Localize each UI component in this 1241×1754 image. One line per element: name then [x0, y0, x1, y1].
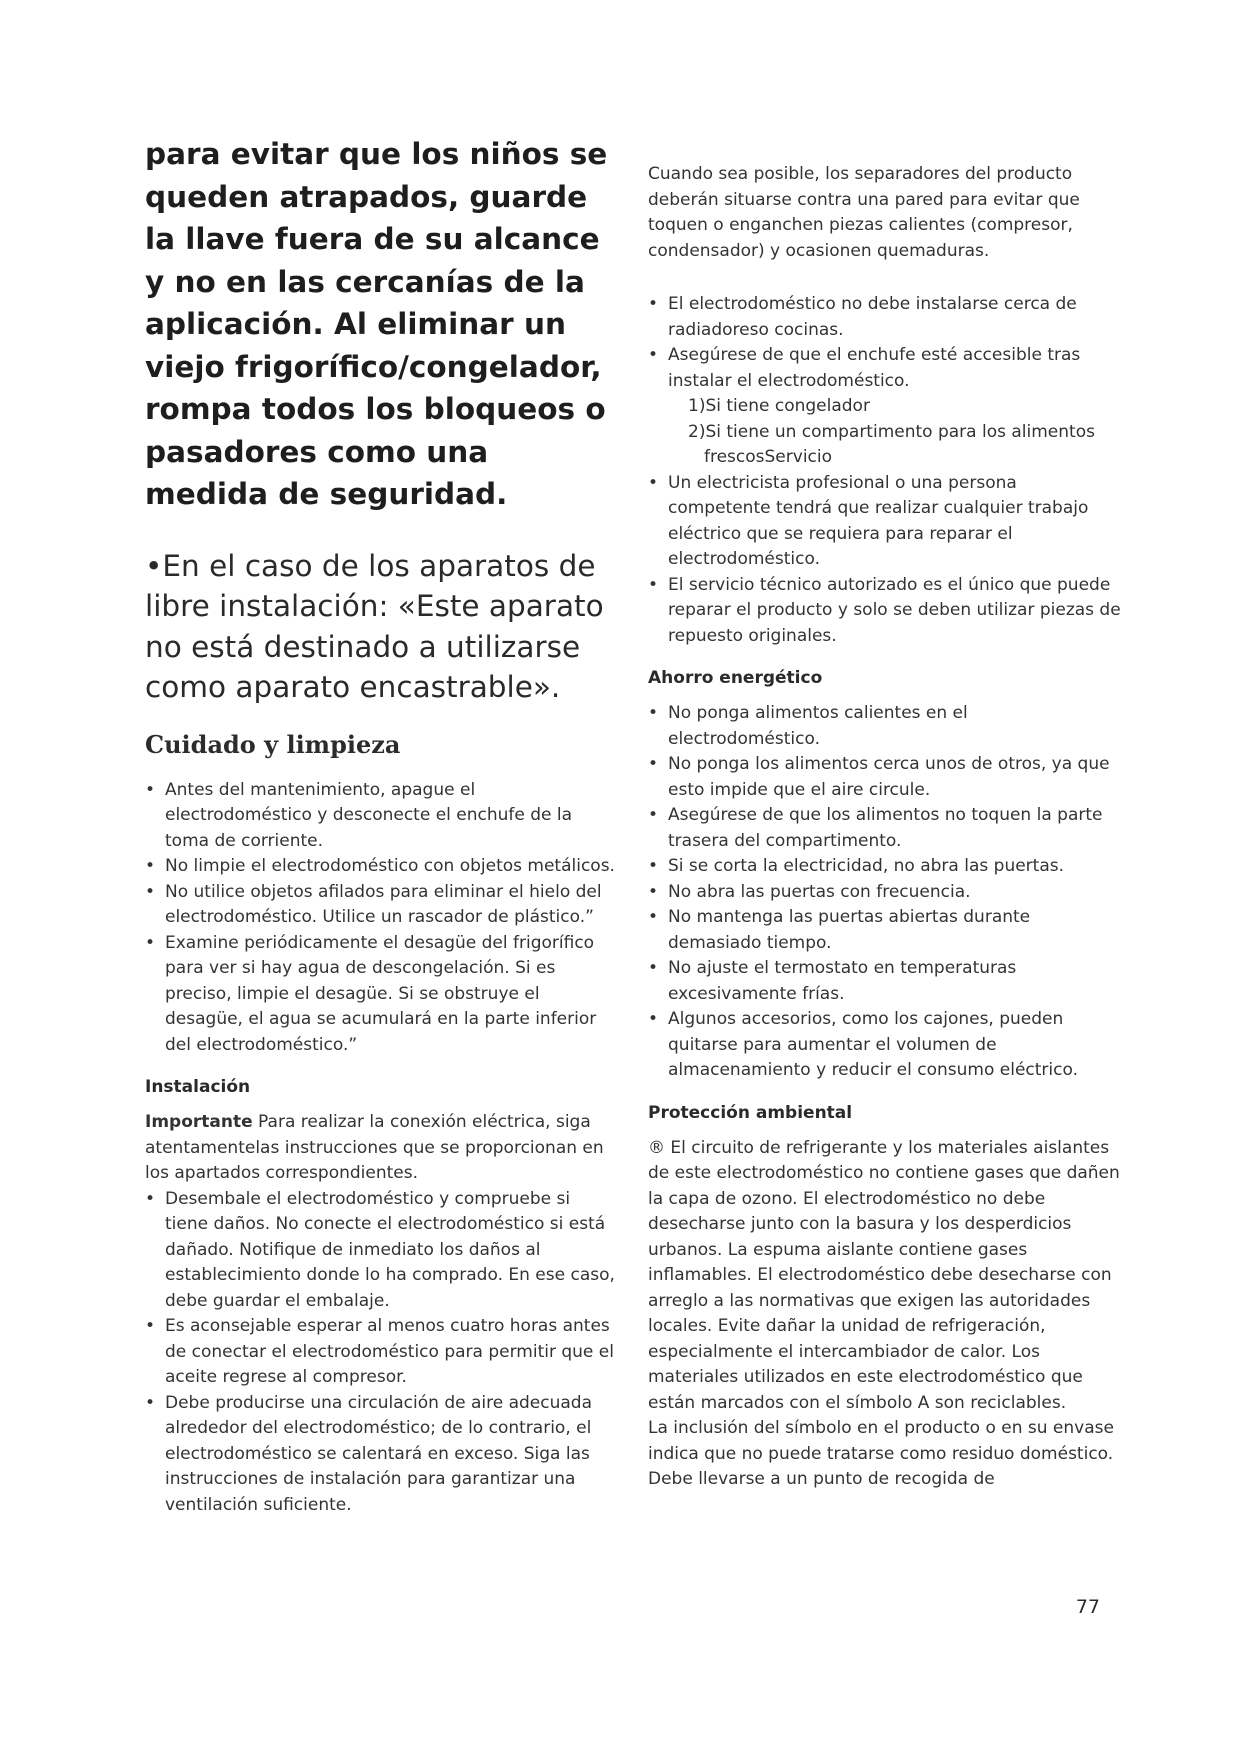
list-item-text: Si se corta la electricidad, no abra las puertas. [668, 856, 1065, 876]
right-column [648, 162, 1123, 1493]
bullet-icon: • [648, 1009, 659, 1029]
bullet-icon: • [145, 1392, 156, 1413]
list-item [145, 1314, 615, 1391]
list-item [648, 854, 1123, 880]
list-item [648, 905, 1123, 956]
bullet-icon: • [648, 754, 659, 774]
list-item-text: El electrodoméstico no debe instalarse cerca de radiadoreso cocinas. [668, 294, 1077, 340]
list-item-text: Es aconsejable esperar al menos cuatro horas antes de conectar el electrodoméstico para permitir que el aceite regrese al compresor. [165, 1316, 614, 1387]
bullet-icon: • [648, 958, 659, 978]
page-number: 77 [1075, 1596, 1100, 1618]
environment-heading: Protección ambiental [648, 1102, 853, 1123]
left-column [145, 133, 615, 1518]
list-item [648, 803, 1123, 854]
list-item [145, 854, 615, 880]
list-item [145, 1391, 615, 1519]
bullet-icon: • [648, 856, 659, 876]
registered-mark-icon: ® [648, 1137, 665, 1158]
energy-list [648, 701, 1123, 1084]
bullet-icon: • [648, 805, 659, 825]
list-item [648, 573, 1123, 650]
disposal-paragraph: La inclusión del símbolo en el producto o en su envase indica que no puede tratarse como residuo doméstico. Debe llevarse a un punto de recogida de [648, 1418, 1114, 1489]
list-item [648, 752, 1123, 803]
list-item-text: No mantenga las puertas abiertas durante demasiado tiempo. [668, 907, 1031, 953]
safety-warning: para evitar que los niños se queden atrapados, guarde la llave fuera de su alcance y no en las cercanías de la aplicación. Al eliminar un viejo frigorífico/congelador, rompa todos los bloqueos o pasadores como una medida de seguridad. [145, 137, 608, 511]
bullet-icon: • [648, 703, 659, 723]
list-item-text: Examine periódicamente el desagüe del frigorífico para ver si hay agua de descongelación. Si es preciso, limpie el desagüe. Si se obstruye el desagüe, el agua se acumulará en la parte inferior del electrodoméstico.” [165, 932, 597, 1055]
list-item [648, 956, 1123, 1007]
important-label: Importante [145, 1112, 253, 1132]
list-item-text: Algunos accesorios, como los cajones, pueden quitarse para aumentar el volumen de almacenamiento y reducir el consumo eléctrico. [668, 1009, 1078, 1080]
installation-heading: Instalación [145, 1077, 251, 1097]
environment-paragraph [648, 1136, 1123, 1417]
sublist-item: 2)Si tiene un compartimento para los alimentos frescosServicio [688, 421, 1095, 467]
bullet-icon: • [648, 472, 659, 493]
care-list [145, 778, 615, 1059]
list-item [648, 880, 1123, 906]
bullet-icon: • [145, 881, 156, 902]
bullet-icon: • [648, 294, 659, 314]
energy-saving-heading: Ahorro energético [648, 668, 823, 688]
bullet-icon: • [145, 856, 156, 876]
bullet-icon: • [648, 907, 659, 927]
list-item-text: No ponga alimentos calientes en el electrodoméstico. [668, 703, 968, 749]
installation-list [145, 1187, 615, 1519]
placement-list [648, 292, 1123, 649]
bullet-icon: • [648, 345, 659, 365]
list-item [145, 778, 615, 855]
list-item-text: Un electricista profesional o una persona competente tendrá que realizar cualquier trabajo eléctrico que se requiera para reparar el electrodoméstico. [668, 472, 1089, 569]
bullet-icon: • [145, 932, 156, 953]
list-item [648, 343, 1123, 471]
list-item [145, 880, 615, 931]
environment-text: El circuito de refrigerante y los materiales aislantes de este electrodoméstico no contiene gases que dañen la capa de ozono. El electrodoméstico no debe desecharse junto con la basura y los desperdicios urbanos. La espuma aislante contiene gases inflamables. El electrodoméstico debe desecharse con arreglo a las normativas que exigen las autoridades locales. Evite dañar la unidad de refrigeración, especialmente el intercambiador de calor. Los materiales utilizados en este electrodoméstico que están marcados con el símbolo A son reciclables. [648, 1137, 1120, 1413]
bullet-icon: • [648, 881, 659, 902]
list-item-text: No ponga los alimentos cerca unos de otros, ya que esto impide que el aire circule. [668, 754, 1110, 800]
bullet-icon: • [145, 1316, 156, 1336]
list-item [145, 931, 615, 1059]
care-heading: Cuidado y limpieza [145, 729, 401, 759]
list-item [648, 471, 1123, 573]
list-item [648, 292, 1123, 343]
list-item-text: El servicio técnico autorizado es el único que puede reparar el producto y solo se deben utilizar piezas de repuesto originales. [668, 574, 1121, 646]
list-item-text: Asegúrese de que los alimentos no toquen la parte trasera del compartimento. [668, 805, 1103, 851]
bullet-icon: • [145, 1188, 156, 1209]
list-item-text: No utilice objetos afilados para eliminar el hielo del electrodoméstico. Utilice un rascador de plástico.” [165, 881, 602, 927]
list-item-text: No abra las puertas con frecuencia. [668, 881, 971, 902]
list-item-text: No limpie el electrodoméstico con objetos metálicos. [165, 856, 615, 876]
bullet-icon: • [648, 574, 659, 595]
important-paragraph [145, 1110, 615, 1187]
important-text: Para realizar la conexión eléctrica, siga atentamentelas instrucciones que se proporcionan en los apartados correspondientes. [145, 1112, 604, 1183]
list-item-text: Asegúrese de que el enchufe esté accesible tras instalar el electrodoméstico. [668, 345, 1081, 391]
separators-paragraph: Cuando sea posible, los separadores del producto deberán situarse contra una pared para evitar que toquen o enganchen piezas calientes (compresor, condensador) y ocasionen quemaduras. [648, 164, 1080, 261]
sublist [668, 394, 1123, 471]
list-item [648, 701, 1123, 752]
bullet-icon: • [145, 779, 156, 800]
list-item-text: No ajuste el termostato en temperaturas excesivamente frías. [668, 958, 1017, 1004]
list-item-text: Debe producirse una circulación de aire adecuada alrededor del electrodoméstico; de lo contrario, el electrodoméstico se calentará en exceso. Siga las instrucciones de instalación para garantizar una ventilación suficiente. [165, 1392, 593, 1515]
list-item-text: Antes del mantenimiento, apague el electrodoméstico y desconecte el enchufe de la toma de corriente. [165, 779, 573, 851]
sublist-item: 1)Si tiene congelador [688, 396, 870, 416]
list-item [145, 1187, 615, 1315]
freestanding-notice: •En el caso de los aparatos de libre instalación: «Este aparato no está destinado a utilizarse como aparato encastrable». [145, 548, 604, 704]
list-item [648, 1007, 1123, 1084]
list-item-text: Desembale el electrodoméstico y compruebe si tiene daños. No conecte el electrodoméstico si está dañado. Notifique de inmediato los daños al establecimiento donde lo ha comprado. En ese caso, debe guardar el embalaje. [165, 1188, 615, 1311]
